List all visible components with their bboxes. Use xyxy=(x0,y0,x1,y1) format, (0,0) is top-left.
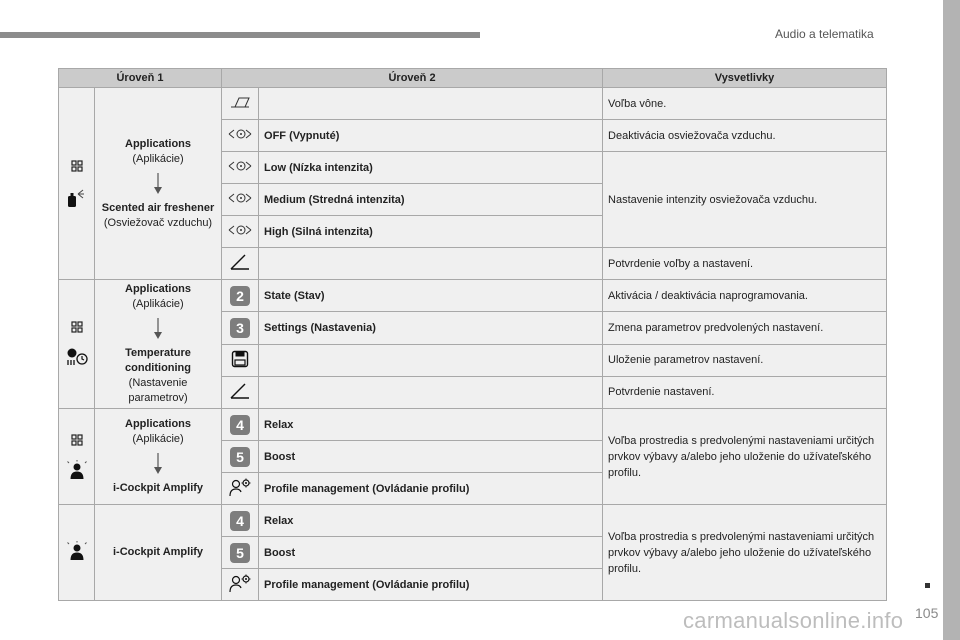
level1-app-translation: (Aplikácie) xyxy=(132,152,184,165)
table-row xyxy=(59,505,887,537)
row-icon-cell xyxy=(222,152,259,184)
level2-label: Profile management (Ovládanie profilu) xyxy=(259,569,603,601)
row-icon-cell xyxy=(222,441,259,473)
level2-label: State (Stav) xyxy=(259,280,603,312)
level1-cell xyxy=(95,409,222,505)
level2-label: Profile management (Ovládanie profilu) xyxy=(259,473,603,505)
step-badge: 3 xyxy=(230,318,250,338)
step-badge: 2 xyxy=(230,286,250,306)
level1-sub-label: Temperature conditioning xyxy=(125,347,191,374)
group-icons xyxy=(59,409,95,505)
level1-app-label: Applications xyxy=(125,418,192,430)
level2-label: Low (Nízka intenzita) xyxy=(259,152,603,184)
back-arrow-icon xyxy=(229,253,251,271)
table-row xyxy=(59,88,887,120)
watermark: carmanualsonline.info xyxy=(683,608,904,633)
group-icons xyxy=(59,505,95,601)
row-icon-cell xyxy=(222,409,259,441)
step-badge: 4 xyxy=(230,415,250,435)
level1-sub-translation: (Osviežovač vzduchu) xyxy=(103,216,213,229)
scent-select-icon xyxy=(229,96,251,108)
row-icon-cell xyxy=(222,184,259,216)
explanation: Deaktivácia osviežovača vzduchu. xyxy=(603,120,887,152)
level1-app-translation: (Aplikácie) xyxy=(132,298,184,310)
explanation: Aktivácia / deaktivácia naprogramovania. xyxy=(603,280,887,312)
apps-grid-icon xyxy=(71,160,83,172)
arrow-down-icon xyxy=(153,318,163,340)
level1-sub-label: i-Cockpit Amplify xyxy=(112,546,204,558)
level2-label xyxy=(259,88,603,120)
menu-table xyxy=(58,68,887,601)
row-icon-cell xyxy=(222,120,259,152)
step-badge: 5 xyxy=(230,543,250,563)
level2-label: OFF (Vypnuté) xyxy=(259,120,603,152)
row-icon-cell xyxy=(222,376,259,408)
table-header-row xyxy=(59,69,887,88)
page-number: 105 xyxy=(915,605,939,621)
row-icon-cell xyxy=(222,344,259,376)
level1-app-label: Applications xyxy=(125,283,192,295)
explanation: Nastavenie intenzity osviežovača vzduchu. xyxy=(603,152,887,248)
level2-label: Settings (Nastavenia) xyxy=(259,312,603,344)
level2-label: Relax xyxy=(259,505,603,537)
header-bar xyxy=(0,32,480,38)
header-level2: Úroveň 2 xyxy=(222,69,603,88)
level2-label xyxy=(259,376,603,408)
fan-icon xyxy=(228,224,252,236)
level2-label: Boost xyxy=(259,441,603,473)
level1-app-translation: (Aplikácie) xyxy=(132,433,184,445)
row-icon-cell xyxy=(222,537,259,569)
row-icon-cell xyxy=(222,248,259,280)
fan-icon xyxy=(228,128,252,140)
page-marker xyxy=(925,583,930,588)
side-bar xyxy=(943,0,960,640)
level1-sub-label: i-Cockpit Amplify xyxy=(112,482,204,494)
level1-sub-translation: (Nastavenie parametrov) xyxy=(128,377,188,404)
level1-cell xyxy=(95,280,222,409)
group-icons xyxy=(59,88,95,280)
step-badge: 4 xyxy=(230,511,250,531)
explanation: Voľba vône. xyxy=(603,88,887,120)
save-icon xyxy=(231,350,249,368)
level1-cell xyxy=(95,505,222,601)
explanation: Potvrdenie voľby a nastavení. xyxy=(603,248,887,280)
explanation: Voľba prostredia s predvolenými nastaveniami určitých prvkov výbavy a/alebo jeho uloženie do užívateľského profilu. xyxy=(603,409,887,505)
profile-management-icon xyxy=(228,477,252,497)
temperature-conditioning-icon xyxy=(65,347,89,367)
person-icon xyxy=(66,541,88,561)
table-row xyxy=(59,409,887,441)
group-icons xyxy=(59,280,95,409)
explanation: Uloženie parametrov nastavení. xyxy=(603,344,887,376)
header-level1: Úroveň 1 xyxy=(59,69,222,88)
level2-label xyxy=(259,344,603,376)
explanation: Voľba prostredia s predvolenými nastaveniami určitých prvkov výbavy a/alebo jeho uloženie do užívateľského profilu. xyxy=(603,505,887,601)
explanation: Potvrdenie nastavení. xyxy=(603,376,887,408)
level2-label: High (Silná intenzita) xyxy=(259,216,603,248)
level1-sub-label: Scented air freshener xyxy=(101,201,215,214)
profile-management-icon xyxy=(228,573,252,593)
step-badge: 5 xyxy=(230,447,250,467)
row-icon-cell xyxy=(222,280,259,312)
row-icon-cell xyxy=(222,216,259,248)
arrow-down-icon xyxy=(153,173,163,195)
explanation: Zmena parametrov predvolených nastavení. xyxy=(603,312,887,344)
row-icon-cell xyxy=(222,569,259,601)
fan-icon xyxy=(228,160,252,172)
row-icon-cell xyxy=(222,88,259,120)
row-icon-cell xyxy=(222,505,259,537)
apps-grid-icon xyxy=(71,321,83,333)
level1-cell xyxy=(95,88,222,280)
header-explanation: Vysvetlivky xyxy=(603,69,887,88)
level2-label xyxy=(259,248,603,280)
level2-label: Relax xyxy=(259,409,603,441)
level2-label: Boost xyxy=(259,537,603,569)
section-title: Audio a telematika xyxy=(775,27,874,41)
back-arrow-icon xyxy=(229,382,251,400)
row-icon-cell xyxy=(222,473,259,505)
arrow-down-icon xyxy=(153,453,163,475)
row-icon-cell xyxy=(222,312,259,344)
table-row xyxy=(59,280,887,312)
air-freshener-icon xyxy=(66,186,88,208)
person-icon xyxy=(66,460,88,480)
level1-app-label: Applications xyxy=(125,137,192,150)
fan-icon xyxy=(228,192,252,204)
apps-grid-icon xyxy=(71,434,83,446)
level2-label: Medium (Stredná intenzita) xyxy=(259,184,603,216)
